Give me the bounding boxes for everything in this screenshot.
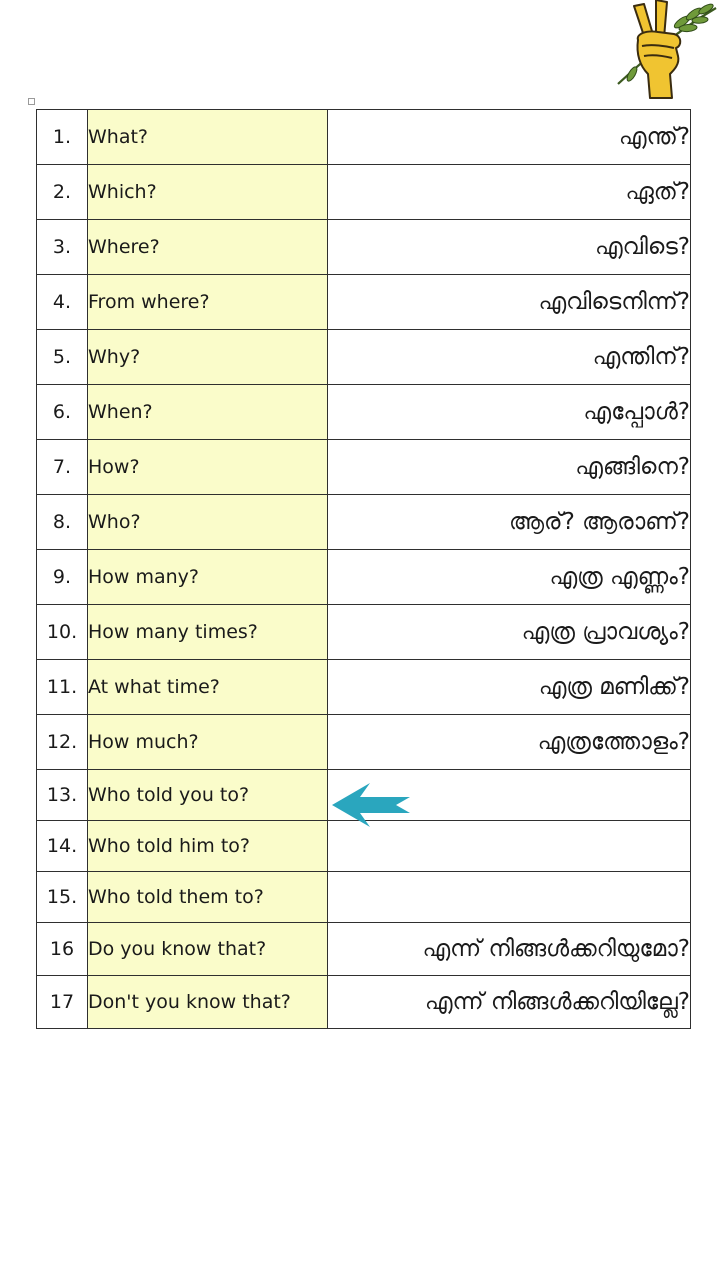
row-number: 16: [37, 923, 88, 976]
table-row: [37, 165, 691, 220]
malayalam-word: എന്ത്?: [328, 110, 691, 165]
table-row: [37, 440, 691, 495]
victory-hand-sticker-icon: [612, 0, 718, 100]
english-word: What?: [88, 110, 328, 165]
english-word: Which?: [88, 165, 328, 220]
english-word: Who told them to?: [88, 872, 328, 923]
english-word: How many?: [88, 550, 328, 605]
row-number: 1.: [37, 110, 88, 165]
table-row: [37, 220, 691, 275]
english-word: How many times?: [88, 605, 328, 660]
english-word: At what time?: [88, 660, 328, 715]
table-move-handle-icon: [28, 98, 35, 105]
table-row: [37, 495, 691, 550]
row-number: 6.: [37, 385, 88, 440]
english-word: Who?: [88, 495, 328, 550]
table-row: [37, 330, 691, 385]
row-number: 5.: [37, 330, 88, 385]
english-word: Don't you know that?: [88, 976, 328, 1029]
english-word: How?: [88, 440, 328, 495]
table-row: [37, 872, 691, 923]
english-word: Do you know that?: [88, 923, 328, 976]
malayalam-word: എവിടെ?: [328, 220, 691, 275]
malayalam-word: എങ്ങിനെ?: [328, 440, 691, 495]
row-number: 12.: [37, 715, 88, 770]
malayalam-word: [328, 872, 691, 923]
table-row: [37, 660, 691, 715]
malayalam-word: എന്ന് നിങ്ങൾക്കറിയുമോ?: [328, 923, 691, 976]
left-arrow-icon: [330, 780, 412, 830]
english-word: Why?: [88, 330, 328, 385]
row-number: 9.: [37, 550, 88, 605]
malayalam-word: ഏത്?: [328, 165, 691, 220]
malayalam-word: എത്രത്തോളം?: [328, 715, 691, 770]
malayalam-word: എവിടെനിന്ന്?: [328, 275, 691, 330]
english-word: From where?: [88, 275, 328, 330]
table-row: [37, 605, 691, 660]
table-row: [37, 275, 691, 330]
table-row: [37, 976, 691, 1029]
english-word: Where?: [88, 220, 328, 275]
row-number: 11.: [37, 660, 88, 715]
malayalam-word: എത്ര മണിക്ക്?: [328, 660, 691, 715]
row-number: 4.: [37, 275, 88, 330]
table-row: [37, 923, 691, 976]
malayalam-word: എത്ര എണ്ണം?: [328, 550, 691, 605]
english-word: When?: [88, 385, 328, 440]
malayalam-word: എത്ര പ്രാവശ്യം?: [328, 605, 691, 660]
row-number: 2.: [37, 165, 88, 220]
table-row: [37, 110, 691, 165]
row-number: 13.: [37, 770, 88, 821]
english-word: Who told him to?: [88, 821, 328, 872]
malayalam-word: ആര്? ആരാണ്?: [328, 495, 691, 550]
row-number: 8.: [37, 495, 88, 550]
row-number: 10.: [37, 605, 88, 660]
table-row: [37, 385, 691, 440]
row-number: 7.: [37, 440, 88, 495]
english-word: Who told you to?: [88, 770, 328, 821]
table-row: [37, 715, 691, 770]
row-number: 17: [37, 976, 88, 1029]
question-words-table: [36, 109, 691, 1029]
malayalam-word: എന്ന് നിങ്ങൾക്കറിയില്ലേ?: [328, 976, 691, 1029]
table-row: [37, 550, 691, 605]
malayalam-word: എന്തിന്?: [328, 330, 691, 385]
malayalam-word: എപ്പോൾ?: [328, 385, 691, 440]
row-number: 3.: [37, 220, 88, 275]
row-number: 15.: [37, 872, 88, 923]
row-number: 14.: [37, 821, 88, 872]
english-word: How much?: [88, 715, 328, 770]
